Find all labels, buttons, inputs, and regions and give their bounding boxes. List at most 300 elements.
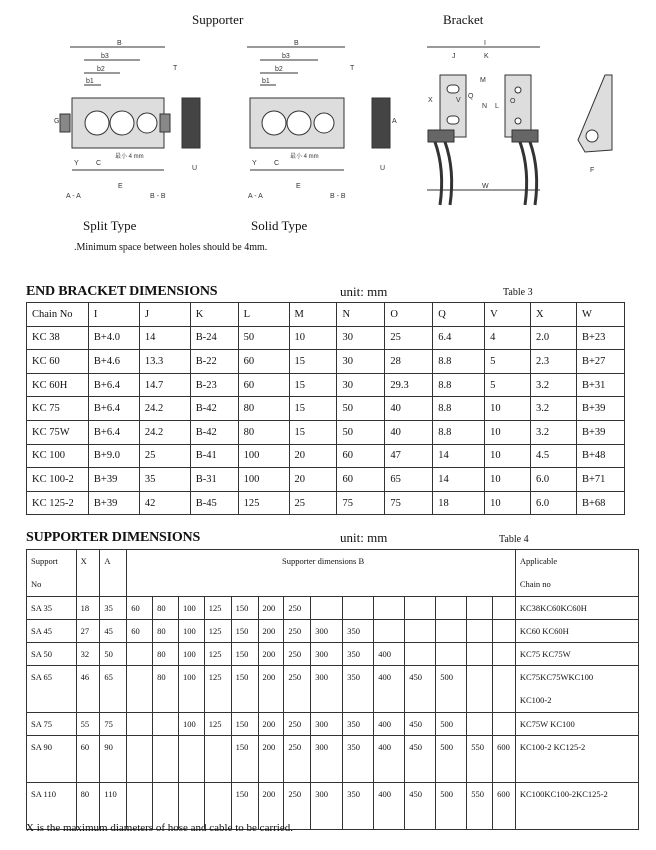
table-cell xyxy=(515,783,638,830)
table-cell xyxy=(467,643,493,666)
table-cell: 4.5 xyxy=(531,444,577,468)
dim-bracket-I: I xyxy=(484,40,486,47)
table-cell: 10 xyxy=(485,397,531,421)
table-cell: 2.0 xyxy=(531,326,577,350)
table-row xyxy=(27,491,625,515)
table-cell: 125 xyxy=(204,666,231,713)
table-cell: 14.7 xyxy=(139,373,190,397)
table-cell: 500 xyxy=(436,783,467,830)
table-cell: B+39 xyxy=(576,420,624,444)
dim-solid-min-space: 最小 4 mm xyxy=(290,154,319,160)
table-cell: 60 xyxy=(238,350,289,374)
table-cell: 24.2 xyxy=(139,420,190,444)
table-cell: 350 xyxy=(343,620,374,643)
table-row xyxy=(27,736,639,783)
table-cell: 65 xyxy=(385,468,433,492)
table-row xyxy=(27,666,639,713)
table-cell: B+39 xyxy=(88,468,139,492)
table-cell: 125 xyxy=(204,643,231,666)
table-cell: 550 xyxy=(467,736,493,783)
table-cell: 14 xyxy=(433,468,485,492)
table-cell: 125 xyxy=(238,491,289,515)
table-cell: 150 xyxy=(231,620,258,643)
table-cell xyxy=(515,550,638,597)
dim-split-C: C xyxy=(96,160,102,167)
dim-bracket-N: N xyxy=(482,103,488,110)
table-cell: B+6.4 xyxy=(88,373,139,397)
table-cell: 18 xyxy=(433,491,485,515)
table-cell: 80 xyxy=(76,783,100,830)
table-cell: 46 xyxy=(76,666,100,713)
table-cell: 450 xyxy=(405,666,436,713)
section-split-B-B: B - B xyxy=(150,193,166,200)
table-cell xyxy=(153,713,179,736)
table-cell xyxy=(204,736,231,783)
dim-split-min-space: 最小 4 mm xyxy=(115,154,144,160)
supporter-table xyxy=(26,549,639,830)
table-cell: 300 xyxy=(311,736,343,783)
table-cell: KC 100-2 xyxy=(27,468,89,492)
table-cell xyxy=(493,597,516,620)
table-cell: 100 xyxy=(178,643,204,666)
table-cell: 100 xyxy=(238,444,289,468)
table-cell: 450 xyxy=(405,736,436,783)
table-cell: 150 xyxy=(231,643,258,666)
table-cell xyxy=(493,713,516,736)
table-cell: B+31 xyxy=(576,373,624,397)
dim-split-B: B xyxy=(117,40,122,47)
section-solid-B-B: B - B xyxy=(330,193,346,200)
table-cell: 300 xyxy=(311,620,343,643)
table-cell: 50 xyxy=(337,397,385,421)
table-cell: B+27 xyxy=(576,350,624,374)
section-solid-A-A: A - A xyxy=(248,193,263,200)
table-cell: 80 xyxy=(238,420,289,444)
table-cell: KC 100 xyxy=(27,444,89,468)
table-cell: 28 xyxy=(385,350,433,374)
table-cell xyxy=(515,736,638,783)
table-cell: 50 xyxy=(100,643,127,666)
table-cell: Supporter dimensions B xyxy=(127,550,516,597)
table-cell: L xyxy=(238,303,289,327)
table-cell: 80 xyxy=(153,597,179,620)
table-cell xyxy=(127,713,153,736)
table-cell: 60 xyxy=(127,597,153,620)
table-cell: 400 xyxy=(374,643,405,666)
dim-split-b1: b1 xyxy=(86,78,94,85)
table-cell: B+9.0 xyxy=(88,444,139,468)
solid-type-caption: Solid Type xyxy=(251,218,308,233)
table-cell: KC38KC60KC60H xyxy=(515,597,638,620)
cell-line: Applicable xyxy=(519,556,558,566)
table-cell: KC 60 xyxy=(27,350,89,374)
dim-bracket-O: O xyxy=(510,98,516,105)
dim-solid-b3: b3 xyxy=(282,53,290,60)
table-cell: 6.4 xyxy=(433,326,485,350)
table-cell: M xyxy=(289,303,337,327)
table-cell: 125 xyxy=(204,713,231,736)
dim-solid-T: T xyxy=(350,65,355,72)
table-cell: 450 xyxy=(405,713,436,736)
table-cell: B+23 xyxy=(576,326,624,350)
table-cell xyxy=(153,736,179,783)
table-cell: 250 xyxy=(284,643,311,666)
split-type-drawing xyxy=(54,40,200,200)
dim-bracket-K: K xyxy=(484,53,489,60)
table-cell: 300 xyxy=(311,666,343,713)
table-cell: KC 75 xyxy=(27,397,89,421)
table-cell: 100 xyxy=(178,713,204,736)
dim-solid-A: A xyxy=(392,118,397,125)
bracket-drawing xyxy=(427,40,612,205)
table-cell: KC 75W xyxy=(27,420,89,444)
table-cell: 42 xyxy=(139,491,190,515)
table-cell: 250 xyxy=(284,713,311,736)
table-cell: 3.2 xyxy=(531,373,577,397)
table-cell: 8.8 xyxy=(433,373,485,397)
dim-split-b2: b2 xyxy=(97,66,105,73)
table-cell xyxy=(467,620,493,643)
table-cell: 60 xyxy=(337,468,385,492)
table-cell: KC60 KC60H xyxy=(515,620,638,643)
table-cell: 200 xyxy=(258,783,284,830)
table-cell: 75 xyxy=(100,713,127,736)
table-cell: 32 xyxy=(76,643,100,666)
table-cell: B+4.0 xyxy=(88,326,139,350)
footer-note: X is the maximum diameters of hose and cable to be carried. xyxy=(26,822,293,834)
table-cell: 100 xyxy=(178,620,204,643)
dim-bracket-X: X xyxy=(428,97,433,104)
dim-bracket-M: M xyxy=(480,77,486,84)
table-cell: 200 xyxy=(258,736,284,783)
table-cell xyxy=(436,620,467,643)
table-cell xyxy=(405,597,436,620)
table-cell: 150 xyxy=(231,597,258,620)
table-cell: B+39 xyxy=(576,397,624,421)
table-cell: 30 xyxy=(337,326,385,350)
table-cell: B+6.4 xyxy=(88,420,139,444)
table-cell: I xyxy=(88,303,139,327)
table-cell xyxy=(127,643,153,666)
table-cell: 35 xyxy=(139,468,190,492)
table-cell: Chain No xyxy=(27,303,89,327)
table-row xyxy=(27,350,625,374)
table-cell: 300 xyxy=(311,713,343,736)
table-cell: 150 xyxy=(231,713,258,736)
table-cell xyxy=(405,643,436,666)
table-cell: 55 xyxy=(76,713,100,736)
table-cell xyxy=(515,666,638,713)
table-cell: 8.8 xyxy=(433,397,485,421)
end-bracket-table xyxy=(26,302,625,515)
dim-solid-E: E xyxy=(296,183,301,190)
table-cell: 200 xyxy=(258,643,284,666)
table-cell: 30 xyxy=(337,350,385,374)
table-cell: 350 xyxy=(343,783,374,830)
table-cell: 80 xyxy=(153,666,179,713)
table-cell: 250 xyxy=(284,620,311,643)
table-cell: 200 xyxy=(258,620,284,643)
table-cell: SA 110 xyxy=(27,783,77,830)
table-cell: 100 xyxy=(238,468,289,492)
supporter-unit: unit: mm xyxy=(340,530,388,545)
table-cell xyxy=(467,597,493,620)
table-cell xyxy=(374,597,405,620)
table-cell: 250 xyxy=(284,666,311,713)
dim-split-G: G xyxy=(54,118,60,125)
dim-bracket-W: W xyxy=(482,183,489,190)
table-cell xyxy=(127,666,153,713)
table-cell: 400 xyxy=(374,736,405,783)
table-cell: 40 xyxy=(385,420,433,444)
dim-bracket-J: J xyxy=(452,53,456,60)
table-cell: 25 xyxy=(139,444,190,468)
table-cell: 450 xyxy=(405,783,436,830)
table-cell: 80 xyxy=(153,620,179,643)
table-cell: 500 xyxy=(436,666,467,713)
table-cell: 15 xyxy=(289,373,337,397)
table-row xyxy=(27,713,639,736)
table-row xyxy=(27,597,639,620)
table-cell: 30 xyxy=(337,373,385,397)
cell-line: KC100-2 xyxy=(519,695,552,705)
cell-line: No xyxy=(31,579,42,589)
table-cell: 60 xyxy=(238,373,289,397)
table-cell: B+6.4 xyxy=(88,397,139,421)
table-cell: 200 xyxy=(258,666,284,713)
table-cell: 27 xyxy=(76,620,100,643)
table-cell: B+4.6 xyxy=(88,350,139,374)
table-cell: 550 xyxy=(467,783,493,830)
solid-type-drawing xyxy=(247,40,397,200)
end-bracket-title: END BRACKET DIMENSIONS xyxy=(26,284,218,299)
table-cell: B+48 xyxy=(576,444,624,468)
table-cell: 150 xyxy=(231,783,258,830)
table-cell: 25 xyxy=(289,491,337,515)
supporter-title: SUPPORTER DIMENSIONS xyxy=(26,530,201,545)
table-cell: 80 xyxy=(153,643,179,666)
table-cell: 90 xyxy=(100,736,127,783)
table-cell: 200 xyxy=(258,597,284,620)
table-cell: 400 xyxy=(374,666,405,713)
table-cell: B+68 xyxy=(576,491,624,515)
table-cell: 25 xyxy=(385,326,433,350)
table-cell: 3.2 xyxy=(531,420,577,444)
table-cell: O xyxy=(385,303,433,327)
table-cell: KC 38 xyxy=(27,326,89,350)
table-cell: 50 xyxy=(238,326,289,350)
table-row xyxy=(27,326,625,350)
table-cell xyxy=(311,597,343,620)
cell-line: Chain no xyxy=(519,579,551,589)
table-cell: 500 xyxy=(436,713,467,736)
dim-solid-B: B xyxy=(294,40,299,47)
table-cell: 150 xyxy=(231,666,258,713)
dim-solid-b2: b2 xyxy=(275,66,283,73)
table-cell: B-45 xyxy=(190,491,238,515)
table-cell: KC75 KC75W xyxy=(515,643,638,666)
table-cell: 8.8 xyxy=(433,350,485,374)
cell-line: KC100KC100-2KC125-2 xyxy=(519,789,608,799)
cell-line xyxy=(520,806,638,829)
table-header-row xyxy=(27,550,639,597)
table-cell: 150 xyxy=(231,736,258,783)
table-cell: SA 90 xyxy=(27,736,77,783)
table-cell: SA 75 xyxy=(27,713,77,736)
table-cell: 35 xyxy=(100,597,127,620)
table-cell xyxy=(27,550,77,597)
table-cell: 250 xyxy=(284,736,311,783)
dim-bracket-L: L xyxy=(495,103,499,110)
table-cell: 100 xyxy=(178,666,204,713)
table-cell: 47 xyxy=(385,444,433,468)
dim-solid-Y: Y xyxy=(252,160,257,167)
table-cell: 10 xyxy=(485,491,531,515)
table-cell: X xyxy=(76,550,100,597)
dim-bracket-Q: Q xyxy=(468,93,474,100)
table-cell xyxy=(493,666,516,713)
table-cell xyxy=(493,643,516,666)
table-cell: 24.2 xyxy=(139,397,190,421)
end-bracket-unit: unit: mm xyxy=(340,284,388,299)
table-cell: 8.8 xyxy=(433,420,485,444)
dim-split-Y: Y xyxy=(74,160,79,167)
table-cell xyxy=(467,666,493,713)
table-cell: J xyxy=(139,303,190,327)
table-cell: 40 xyxy=(385,397,433,421)
table-cell xyxy=(343,597,374,620)
split-type-caption: Split Type xyxy=(83,218,137,233)
technical-drawing xyxy=(0,30,656,220)
table-cell: 6.0 xyxy=(531,468,577,492)
table-row xyxy=(27,620,639,643)
table-cell: 350 xyxy=(343,666,374,713)
table-cell: 15 xyxy=(289,397,337,421)
table-cell xyxy=(493,620,516,643)
cell-line: KC75KC75WKC100 xyxy=(519,672,594,682)
table-cell: 18 xyxy=(76,597,100,620)
table-cell xyxy=(467,713,493,736)
table-cell: 2.3 xyxy=(531,350,577,374)
table-cell xyxy=(127,736,153,783)
table-cell: 14 xyxy=(433,444,485,468)
table-header-row xyxy=(27,303,625,327)
table-cell: 110 xyxy=(100,783,127,830)
table-cell: SA 35 xyxy=(27,597,77,620)
table-cell: 350 xyxy=(343,643,374,666)
dim-bracket-F: F xyxy=(590,167,595,174)
supporter-table-no: Table 4 xyxy=(499,534,529,545)
min-space-note: .Minimum space between holes should be 4mm. xyxy=(74,242,268,253)
table-cell: 6.0 xyxy=(531,491,577,515)
table-cell: 50 xyxy=(337,420,385,444)
dim-split-b3: b3 xyxy=(101,53,109,60)
table-cell: 500 xyxy=(436,736,467,783)
table-cell xyxy=(405,620,436,643)
table-cell: 10 xyxy=(289,326,337,350)
table-row xyxy=(27,444,625,468)
cell-line: Support xyxy=(31,556,58,566)
table-cell: 45 xyxy=(100,620,127,643)
table-cell: B-42 xyxy=(190,397,238,421)
table-cell: KC 60H xyxy=(27,373,89,397)
table-cell: X xyxy=(531,303,577,327)
table-cell: 80 xyxy=(238,397,289,421)
table-cell: 100 xyxy=(178,597,204,620)
table-cell: 350 xyxy=(343,736,374,783)
dim-split-T: T xyxy=(173,65,178,72)
table-cell xyxy=(178,736,204,783)
table-cell: 60 xyxy=(337,444,385,468)
table-cell: 60 xyxy=(76,736,100,783)
table-cell: 10 xyxy=(485,444,531,468)
table-cell: W xyxy=(576,303,624,327)
table-row xyxy=(27,397,625,421)
dim-solid-U: U xyxy=(380,165,386,172)
table-cell: KC75W KC100 xyxy=(515,713,638,736)
table-cell: 400 xyxy=(374,783,405,830)
table-cell: 5 xyxy=(485,373,531,397)
section-split-A-A: A - A xyxy=(66,193,81,200)
table-cell: Q xyxy=(433,303,485,327)
table-cell: 250 xyxy=(284,597,311,620)
table-cell: 60 xyxy=(127,620,153,643)
supporter-caption: Supporter xyxy=(192,12,244,27)
table-cell: 15 xyxy=(289,420,337,444)
table-cell: B-42 xyxy=(190,420,238,444)
table-cell: B-23 xyxy=(190,373,238,397)
table-cell: 14 xyxy=(139,326,190,350)
table-cell: B+71 xyxy=(576,468,624,492)
table-cell: B-24 xyxy=(190,326,238,350)
table-cell: 3.2 xyxy=(531,397,577,421)
table-cell: KC 125-2 xyxy=(27,491,89,515)
table-cell: 350 xyxy=(343,713,374,736)
table-cell: 600 xyxy=(493,783,516,830)
table-cell: SA 65 xyxy=(27,666,77,713)
dim-split-U: U xyxy=(192,165,198,172)
table-cell: 250 xyxy=(284,783,311,830)
table-cell: 125 xyxy=(204,620,231,643)
dim-solid-C: C xyxy=(274,160,280,167)
table-row xyxy=(27,643,639,666)
table-cell: B+39 xyxy=(88,491,139,515)
table-cell: 200 xyxy=(258,713,284,736)
bracket-caption: Bracket xyxy=(443,12,484,27)
table-cell: 75 xyxy=(337,491,385,515)
table-cell: 75 xyxy=(385,491,433,515)
table-row xyxy=(27,420,625,444)
table-cell xyxy=(436,643,467,666)
table-cell: B-41 xyxy=(190,444,238,468)
table-cell: 13.3 xyxy=(139,350,190,374)
end-bracket-table-no: Table 3 xyxy=(503,287,533,298)
table-cell: V xyxy=(485,303,531,327)
cell-line xyxy=(520,759,638,782)
table-cell: 15 xyxy=(289,350,337,374)
table-cell: SA 50 xyxy=(27,643,77,666)
dim-split-E: E xyxy=(118,183,123,190)
table-cell: 300 xyxy=(311,643,343,666)
table-cell: A xyxy=(100,550,127,597)
dim-solid-b1: b1 xyxy=(262,78,270,85)
table-row xyxy=(27,468,625,492)
table-cell: 20 xyxy=(289,444,337,468)
table-cell: 29.3 xyxy=(385,373,433,397)
table-cell: 125 xyxy=(204,597,231,620)
table-cell: 4 xyxy=(485,326,531,350)
table-cell: 400 xyxy=(374,713,405,736)
